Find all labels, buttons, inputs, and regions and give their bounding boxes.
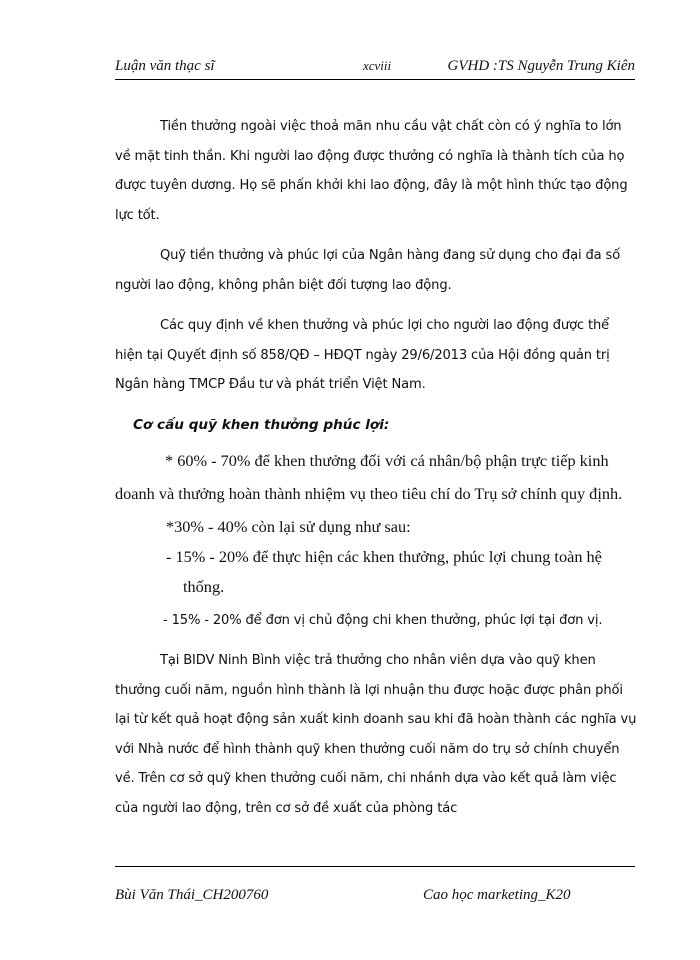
header-rule: [115, 79, 635, 80]
paragraph-bonus-meaning: Tiền thưởng ngoài việc thoả mãn nhu cầu vật chất còn có ý nghĩa to lớn về mặt tinh thần. Khi người lao động được thưởng có nghĩa là thành tích của họ được tuyên dương. Họ sẽ phấn khởi khi lao động, đây là một hình thức tạo động lực tốt.: [115, 119, 628, 223]
header-thesis-title: Luận văn thạc sĩ: [115, 58, 215, 74]
paragraph-regulation: Các quy định về khen thưởng và phúc lợi cho người lao động được thể hiện tại Quyết định số 858/QĐ – HĐQT ngày 29/6/2013 của Hội đồng quản trị Ngân hàng TMCP Đầu tư và phát triển Việt Nam.: [115, 318, 610, 392]
paragraph-bonus-fund: Quỹ tiền thưởng và phúc lợi của Ngân hàng đang sử dụng cho đại đa số người lao động, không phân biệt đối tượng lao động.: [115, 248, 621, 293]
page-body: [115, 112, 640, 823]
bullet-15-20-system: - 15% - 20% để thực hiện các khen thưởng, phúc lợi chung toàn hệ thống.: [166, 546, 602, 596]
page-number: xcviii: [363, 58, 392, 73]
header-supervisor: GVHD :TS Nguyễn Trung Kiên: [447, 58, 635, 74]
bullet-30-40: *30% - 40% còn lại sử dụng như sau:: [166, 516, 411, 536]
footer-rule: [115, 866, 635, 867]
footer-author: Bùi Văn Thái_CH200760: [115, 887, 269, 903]
section-heading: Cơ cấu quỹ khen thưởng phúc lợi:: [133, 416, 390, 433]
page-footer: [115, 887, 635, 907]
bullet-60-70: * 60% - 70% để khen thưởng đối với cá nhân/bộ phận trực tiếp kinh doanh và thưởng hoàn thành nhiệm vụ theo tiêu chí do Trụ sở chính quy định.: [115, 450, 623, 503]
page-header: [115, 58, 635, 78]
footer-program: Cao học marketing_K20: [423, 887, 571, 903]
paragraph-bidv-ninh-binh: Tại BIDV Ninh Bình việc trả thưởng cho nhân viên dựa vào quỹ khen thưởng cuối năm, nguồn hình thành là lợi nhuận thu được hoặc được phân phối lại từ kết quả hoạt động sản xuất kinh doanh sau khi đã hoàn thành các nghĩa vụ với Nhà nước để hình thành quỹ khen thưởng cuối năm do trụ sở chính chuyển về. Trên cơ sở quỹ khen thưởng cuối năm, chi nhánh dựa vào kết quả làm việc của người lao động, trên cơ sở đề xuất của phòng tác: [115, 653, 637, 816]
bullet-15-20-unit: - 15% - 20% để đơn vị chủ động chi khen thưởng, phúc lợi tại đơn vị.: [163, 612, 603, 628]
